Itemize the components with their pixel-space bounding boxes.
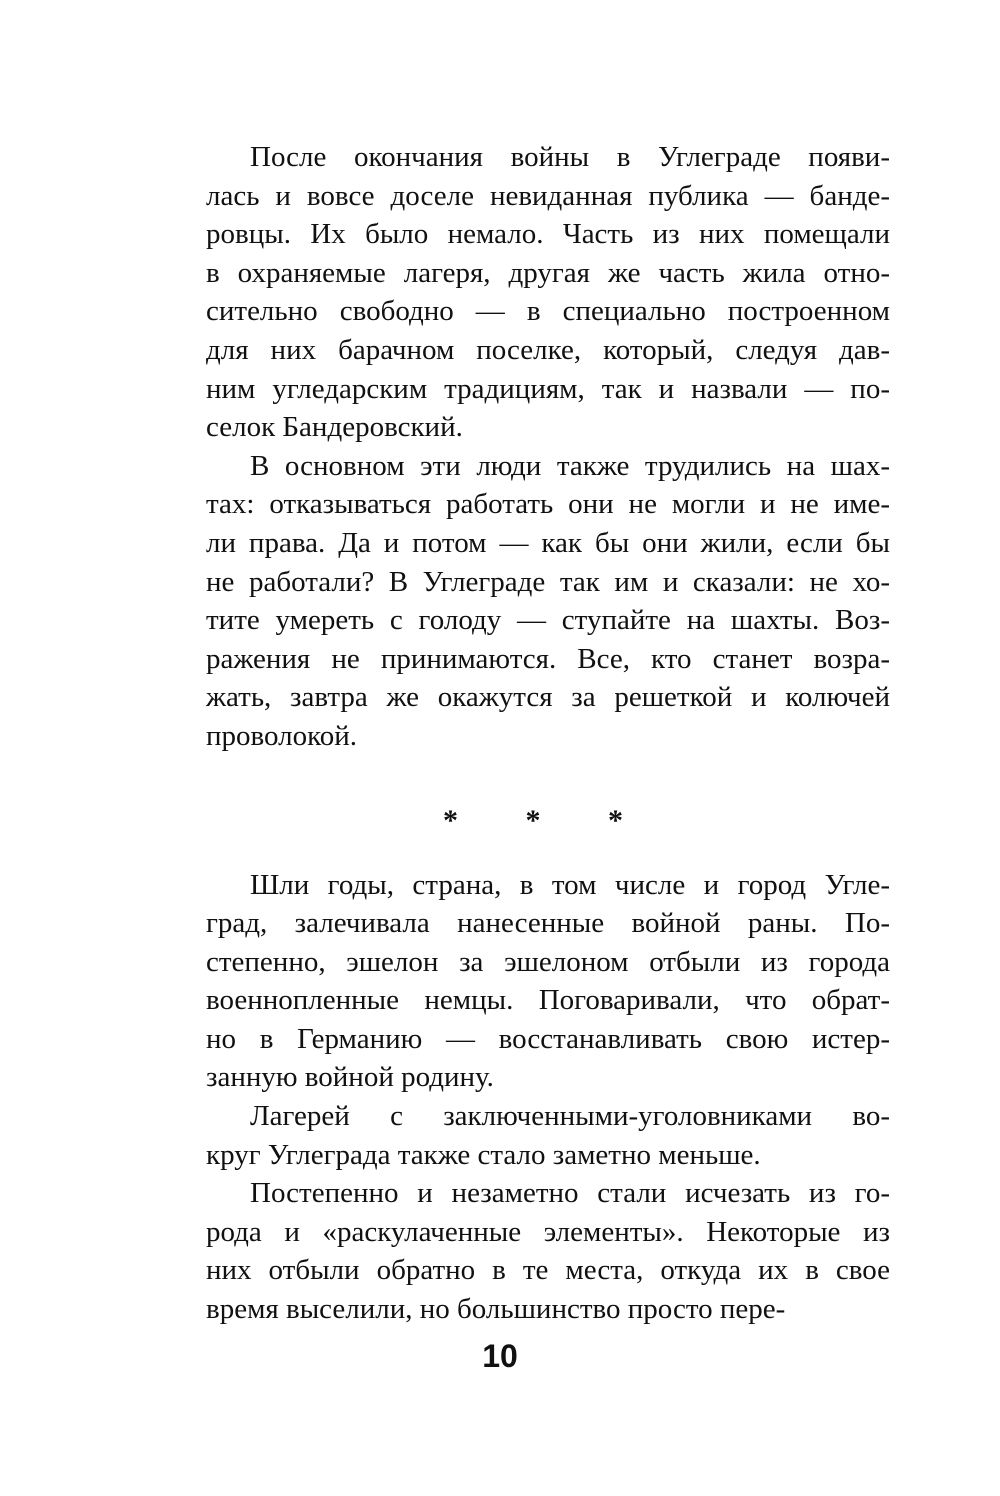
text-line: них отбыли обратно в те места, откуда их в свое [206,1254,890,1287]
text-block-top [206,138,890,756]
text-line: тите умереть с голоду — ступайте на шахты. Воз- [206,604,890,637]
text-line: занную войной родину. [206,1061,494,1094]
page-number: 10 [482,1338,518,1374]
text-block-bottom [206,866,890,1329]
page-body [206,138,890,1329]
paragraph [206,138,890,447]
text-line: В основном эти люди также трудились на шах- [250,449,890,482]
text-line: лась и вовсе доселе невиданная публика — банде- [206,179,890,212]
text-line: ним угледарским традициям, так и назвали — по- [206,372,890,405]
text-line: не работали? В Углеграде так им и сказали: не хо- [206,565,890,598]
text-line: Шли годы, страна, в том числе и город Угле- [250,868,890,901]
text-line: рода и «раскулаченные элементы». Некоторые из [206,1215,890,1248]
text-line: время выселили, но большинство просто пере- [206,1293,786,1326]
text-line: жать, завтра же окажутся за решеткой и колючей [206,681,890,714]
text-line: После окончания войны в Углеграде появи- [250,141,890,173]
text-line: проволокой. [206,719,357,752]
text-line: Лагерей с заключенными-уголовниками во- [250,1100,890,1133]
paragraph [206,1097,890,1174]
text-line: военнопленные немцы. Поговаривали, что обрат- [206,984,890,1017]
text-line: тах: отказываться работать они не могли и не име- [206,488,890,521]
text-line: круг Углеграда также стало заметно меньше. [206,1138,761,1171]
text-line: в охраняемые лагеря, другая же часть жила отно- [206,256,890,289]
text-line: степенно, эшелон за эшелоном отбыли из города [206,945,890,978]
section-separator [206,756,890,866]
text-line: для них барачном поселке, который, следуя дав- [206,333,890,366]
separator-asterisks: * * * [443,803,653,837]
text-line: ровцы. Их было немало. Часть из них помещали [206,218,890,251]
text-line: Постепенно и незаметно стали исчезать из го- [250,1177,890,1210]
text-line: сительно свободно — в специально построенном [206,295,890,328]
text-line: град, залечивала нанесенные войной раны. По- [206,907,890,940]
text-line: но в Германию — восстанавливать свою истер- [206,1022,890,1055]
paragraph [206,447,890,756]
paragraph [206,1174,890,1328]
text-line: ражения не принимаются. Все, кто станет возра- [206,642,890,675]
text-line: селок Бандеровский. [206,411,463,444]
paragraph [206,866,890,1098]
text-line: ли права. Да и потом — как бы они жили, если бы [206,526,890,559]
